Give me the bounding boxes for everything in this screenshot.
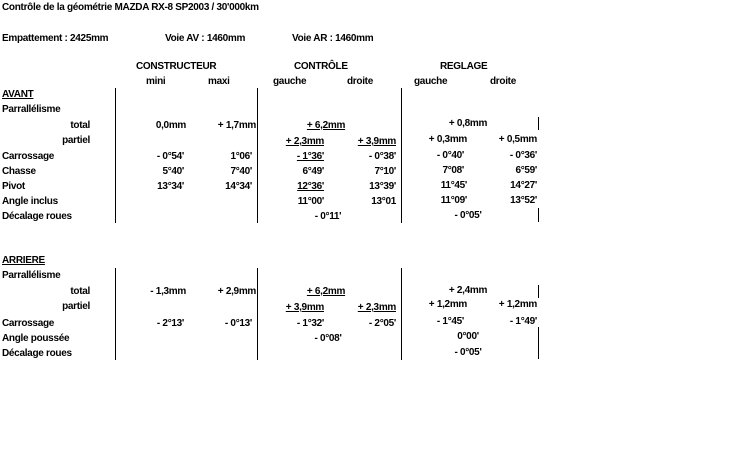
separator-line: [115, 88, 116, 223]
cell-value: 6°49': [302, 166, 324, 177]
row-label-parallelisme: Parrallélisme: [2, 104, 61, 115]
cell-value: 14°34': [225, 181, 252, 192]
cell-value: 13°39': [369, 181, 396, 192]
section-arriere: ARRIERE: [2, 255, 45, 266]
cell-value: - 1,3mm: [150, 286, 186, 297]
cell-value: + 1,2mm: [428, 299, 467, 310]
cell-value: 7°40': [230, 166, 252, 177]
cell-value: + 2,4mm: [448, 285, 488, 296]
header-ctrl-gauche: gauche: [273, 76, 307, 87]
cell-value: + 2,9mm: [217, 286, 256, 297]
separator-line: [538, 285, 539, 298]
separator-line: [538, 117, 539, 130]
cell-value: + 0,5mm: [498, 134, 537, 145]
cell-value: - 2°05': [368, 318, 396, 329]
row-label-carrossage: Carrossage: [2, 151, 55, 162]
row-label-chasse: Chasse: [2, 166, 36, 177]
separator-line: [257, 88, 258, 223]
cell-value: - 1°36': [296, 151, 324, 162]
row-label-partiel: partiel: [62, 135, 90, 146]
header-maxi: maxi: [208, 76, 230, 87]
cell-value: - 1°45': [436, 316, 464, 327]
cell-value: - 0°40': [436, 150, 464, 161]
row-label-total: total: [70, 120, 90, 131]
header-mini: mini: [146, 76, 166, 87]
cell-value: + 0,3mm: [428, 134, 467, 145]
cell-value: 1°06': [230, 151, 252, 162]
report-title: Contrôle de la géométrie MAZDA RX-8 SP2003 / 30'000km: [2, 2, 259, 13]
header-reg-droite: droite: [490, 76, 516, 87]
cell-value: 11°45': [440, 180, 467, 191]
cell-value: 11°09': [440, 195, 467, 206]
row-label-angle-inclus: Angle inclus: [2, 196, 58, 207]
cell-value: 13°01: [371, 196, 396, 207]
cell-value: - 2°13': [156, 318, 184, 329]
cell-value: 12°36': [297, 181, 324, 192]
cell-value: 6°59': [515, 165, 537, 176]
separator-line: [538, 208, 539, 222]
cell-value: + 0,8mm: [448, 118, 488, 129]
cell-value: 5°40': [162, 166, 184, 177]
cell-value: 13°34': [157, 181, 184, 192]
separator-line: [401, 268, 402, 360]
row-label-decalage: Décalage roues: [2, 348, 72, 359]
cell-value: - 1°32': [296, 318, 324, 329]
row-label-decalage: Décalage roues: [2, 211, 72, 222]
cell-value: - 0°54': [156, 151, 184, 162]
cell-value: 11°00': [297, 196, 324, 207]
wheelbase-spec: Empattement : 2425mm: [2, 33, 109, 44]
section-avant: AVANT: [2, 89, 34, 100]
cell-value: - 0°11': [314, 211, 342, 222]
cell-value: 0,0mm: [155, 120, 186, 131]
cell-value: + 1,7mm: [217, 120, 256, 131]
header-reglage: REGLAGE: [440, 61, 488, 72]
cell-value: + 6,2mm: [306, 120, 346, 131]
header-controle: CONTRÔLE: [294, 61, 348, 72]
separator-line: [257, 268, 258, 360]
separator-line: [538, 327, 539, 359]
cell-value: + 3,9mm: [357, 136, 396, 147]
separator-line: [401, 88, 402, 223]
separator-line: [115, 268, 116, 360]
rear-track-spec: Voie AR : 1460mm: [292, 33, 374, 44]
row-label-carrossage: Carrossage: [2, 318, 55, 329]
header-reg-gauche: gauche: [414, 76, 448, 87]
cell-value: + 1,2mm: [498, 299, 537, 310]
cell-value: - 0°08': [314, 333, 342, 344]
header-ctrl-droite: droite: [347, 76, 373, 87]
cell-value: 14°27': [510, 180, 537, 191]
row-label-partiel: partiel: [62, 301, 90, 312]
front-track-spec: Voie AV : 1460mm: [165, 33, 246, 44]
cell-value: - 0°05': [454, 210, 482, 221]
row-label-pivot: Pivot: [2, 181, 25, 192]
cell-value: - 1°49': [509, 316, 537, 327]
cell-value: + 2,3mm: [285, 136, 324, 147]
row-label-parallelisme: Parrallélisme: [2, 270, 61, 281]
cell-value: 0°00': [457, 331, 479, 342]
cell-value: + 2,3mm: [357, 302, 396, 313]
cell-value: 7°10': [374, 166, 396, 177]
cell-value: - 0°38': [368, 151, 396, 162]
cell-value: 7°08': [442, 165, 464, 176]
header-constructeur: CONSTRUCTEUR: [136, 61, 217, 72]
cell-value: + 3,9mm: [285, 302, 324, 313]
cell-value: - 0°36': [509, 150, 537, 161]
row-label-angle-poussee: Angle poussée: [2, 333, 70, 344]
cell-value: - 0°05': [454, 347, 482, 358]
cell-value: - 0°13': [224, 318, 252, 329]
cell-value: 13°52': [510, 195, 537, 206]
cell-value: + 6,2mm: [306, 286, 346, 297]
row-label-total: total: [70, 286, 90, 297]
